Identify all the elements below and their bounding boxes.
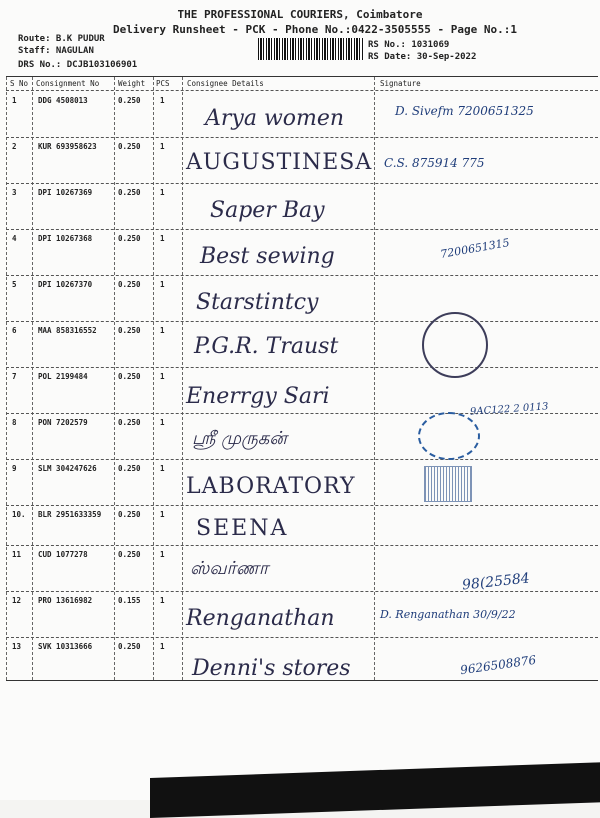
row-consignee: ஸ்ரீ முருகன் — [192, 428, 287, 449]
row-consignment-no: DPI 10267368 — [38, 234, 93, 243]
row-sno: 13 — [12, 642, 22, 651]
row-sno: 3 — [12, 188, 17, 197]
row-pcs: 1 — [160, 326, 165, 335]
table-row — [0, 460, 600, 505]
table-row — [0, 401, 600, 459]
row-signature: 7200651315 — [439, 236, 511, 261]
row-weight: 0.250 — [118, 280, 141, 289]
row-consignment-no: MAA 858316552 — [38, 326, 97, 335]
table-row — [0, 92, 600, 137]
row-consignee: AUGUSTINESA — [186, 150, 373, 175]
row-weight: 0.250 — [118, 96, 141, 105]
row-sno: 8 — [12, 418, 17, 427]
row-signature: D. Sivefm 7200651325 — [395, 104, 534, 118]
row-signature: D. Renganathan 30/9/22 — [380, 608, 516, 621]
drs-label: DRS No.: DCJB103106901 — [18, 60, 138, 70]
row-pcs: 1 — [160, 188, 165, 197]
row-pcs: 1 — [160, 642, 165, 651]
row-consignment-no: POL 2199484 — [38, 372, 88, 381]
row-weight: 0.250 — [118, 510, 141, 519]
row-consignee: P.G.R. Traust — [194, 334, 339, 359]
row-consignee: ஸ்வர்ணா — [190, 558, 269, 579]
runsheet-title: Delivery Runsheet - PCK - Phone No.:0422-3505555 - Page No.:1 — [113, 23, 517, 36]
row-sno: 7 — [12, 372, 17, 381]
row-weight: 0.250 — [118, 234, 141, 243]
row-weight: 0.250 — [118, 372, 141, 381]
row-signature: 9AC122 2 0113 — [469, 401, 549, 418]
table-row — [0, 230, 600, 275]
row-signature: 98(25584 — [461, 570, 531, 594]
row-consignee: Denni's stores — [192, 656, 351, 681]
row-pcs: 1 — [160, 464, 165, 473]
table-row — [0, 638, 600, 683]
col-header-sno: S No — [10, 79, 29, 88]
row-pcs: 1 — [160, 142, 165, 151]
row-sno: 12 — [12, 596, 22, 605]
row-signature: 9626508876 — [459, 652, 537, 678]
row-sno: 10. — [12, 510, 26, 519]
rs-no: RS No.: 1031069 — [368, 40, 450, 50]
row-consignee: Enerrgy Sari — [186, 384, 330, 409]
row-sno: 5 — [12, 280, 17, 289]
row-consignment-no: BLR 2951633359 — [38, 510, 102, 519]
row-weight: 0.250 — [118, 418, 141, 427]
col-header-consignment: Consignment No — [36, 79, 100, 88]
row-consignee: SEENA — [196, 516, 289, 541]
row-consignment-no: CUD 1077278 — [38, 550, 88, 559]
row-consignment-no: DPI 10267369 — [38, 188, 93, 197]
row-consignment-no: KUR 693958623 — [38, 142, 97, 151]
row-weight: 0.250 — [118, 142, 141, 151]
row-pcs: 1 — [160, 234, 165, 243]
barcode — [258, 38, 364, 60]
row-consignment-no: DPI 10267370 — [38, 280, 93, 289]
staff-label: Staff: NAGULAN — [18, 46, 94, 56]
row-consignment-no: PON 7202579 — [38, 418, 88, 427]
col-header-pcs: PCS — [156, 79, 170, 88]
row-sno: 1 — [12, 96, 17, 105]
company-title: THE PROFESSIONAL COURIERS, Coimbatore — [177, 8, 423, 21]
row-consignment-no: SLM 304247626 — [38, 464, 97, 473]
row-consignment-no: DDG 4508013 — [38, 96, 88, 105]
table-row — [0, 276, 600, 321]
table-row — [0, 138, 600, 183]
barcode-stamp — [424, 466, 472, 502]
row-consignee: Starstintcy — [196, 290, 319, 315]
row-consignment-no: SVK 10313666 — [38, 642, 93, 651]
row-consignee: Renganathan — [186, 606, 335, 631]
row-pcs: 1 — [160, 418, 165, 427]
row-pcs: 1 — [160, 596, 165, 605]
row-sno: 9 — [12, 464, 17, 473]
row-pcs: 1 — [160, 550, 165, 559]
col-header-weight: Weight — [118, 79, 146, 88]
row-sno: 4 — [12, 234, 17, 243]
row-weight: 0.250 — [118, 464, 141, 473]
header-divider — [6, 90, 598, 91]
col-header-signature: Signature — [380, 79, 421, 88]
row-weight: 0.155 — [118, 596, 141, 605]
row-sno: 6 — [12, 326, 17, 335]
row-weight: 0.250 — [118, 642, 141, 651]
table-top-rule — [6, 76, 598, 77]
ink-seal — [418, 412, 480, 460]
scan-shadow — [150, 762, 600, 818]
row-pcs: 1 — [160, 280, 165, 289]
row-pcs: 1 — [160, 510, 165, 519]
row-pcs: 1 — [160, 372, 165, 381]
table-row — [0, 546, 600, 594]
table-row — [0, 184, 600, 229]
col-header-consignee: Consignee Details — [187, 79, 264, 88]
rs-date: RS Date: 30-Sep-2022 — [368, 52, 477, 62]
row-consignee: LABORATORY — [186, 474, 356, 499]
row-pcs: 1 — [160, 96, 165, 105]
row-consignee: Saper Bay — [210, 198, 325, 223]
row-weight: 0.250 — [118, 550, 141, 559]
table-row — [0, 592, 600, 637]
row-weight: 0.250 — [118, 326, 141, 335]
row-sno: 2 — [12, 142, 17, 151]
row-weight: 0.250 — [118, 188, 141, 197]
row-consignment-no: PRO 13616982 — [38, 596, 93, 605]
row-consignee: Best sewing — [200, 244, 335, 269]
row-signature: C.S. 875914 775 — [384, 156, 485, 170]
table-row — [0, 322, 600, 367]
row-consignee: Arya women — [205, 106, 345, 131]
route-label: Route: B.K PUDUR — [18, 34, 105, 44]
row-sno: 11 — [12, 550, 22, 559]
table-bottom-rule — [6, 680, 598, 681]
postal-stamp — [422, 312, 488, 378]
